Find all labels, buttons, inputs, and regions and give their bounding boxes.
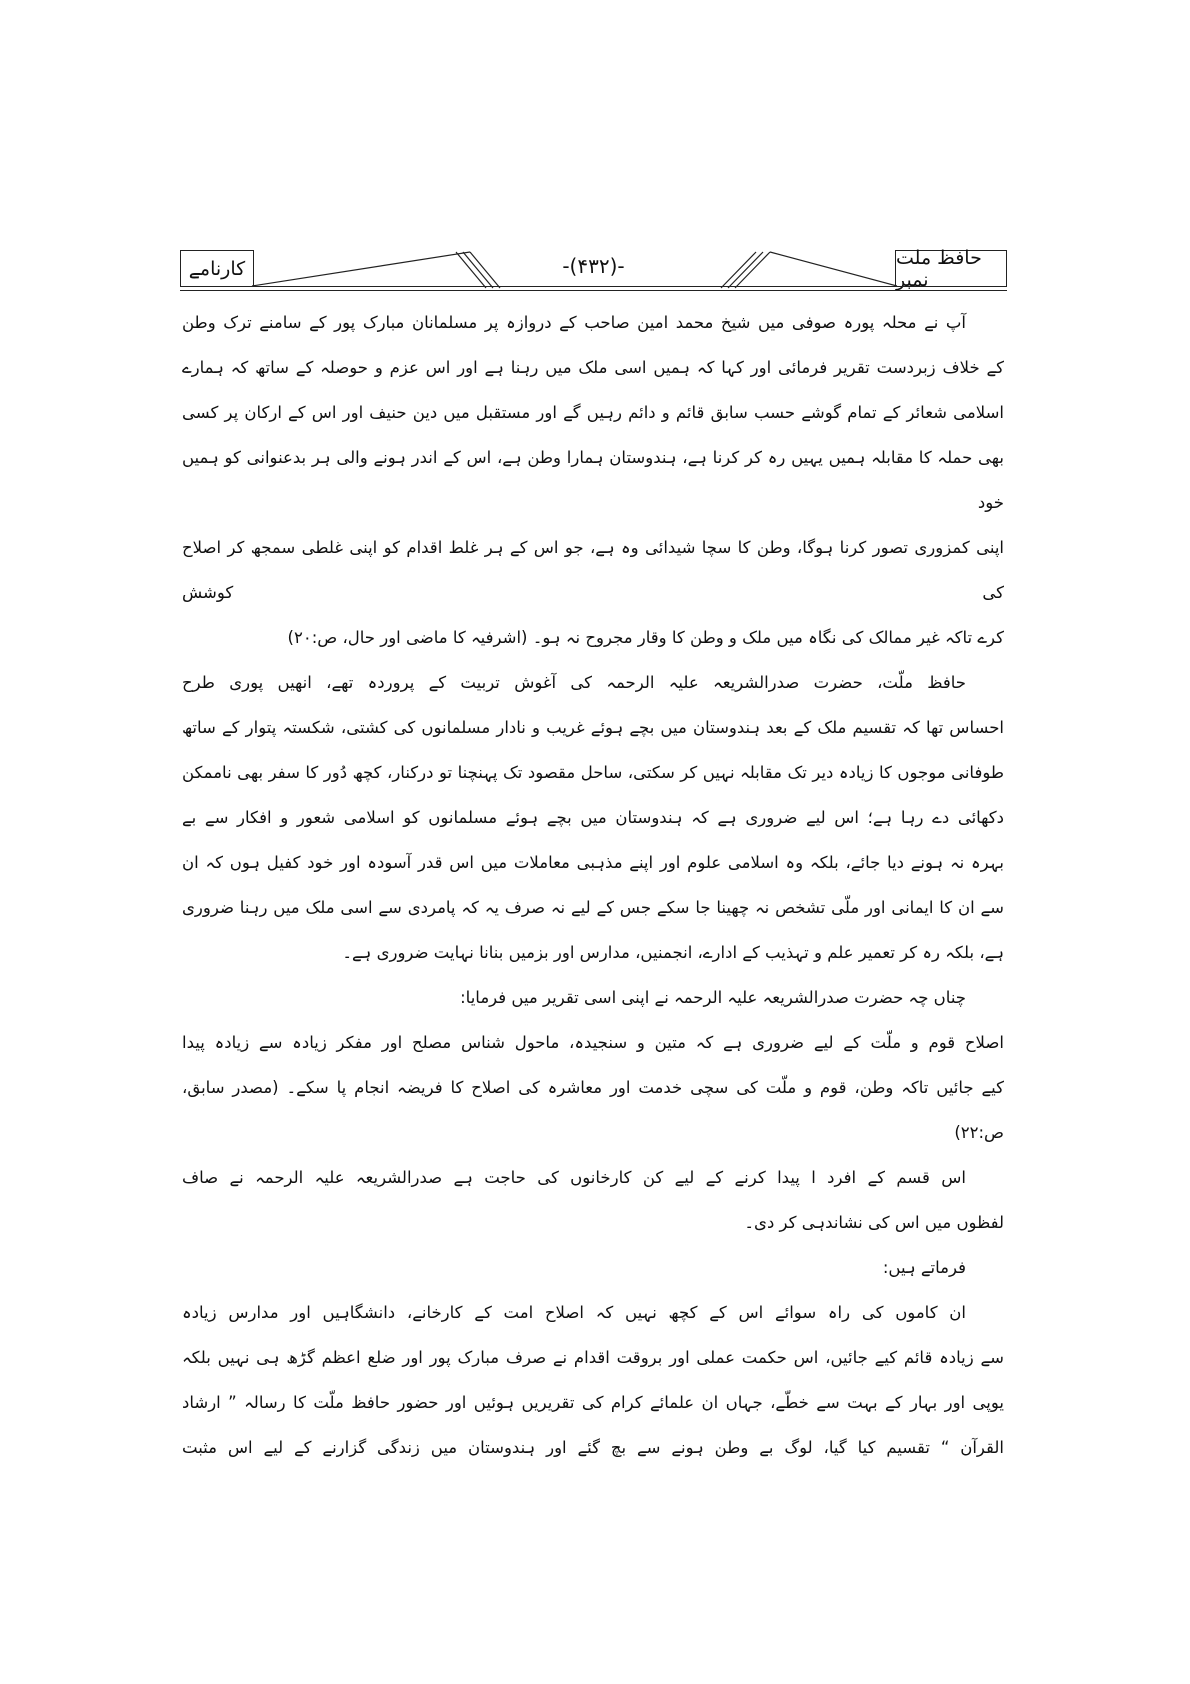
text-line: لفظوں میں اس کی نشاندہی کر دی۔ [744, 1213, 1004, 1232]
text-line: یوپی اور بہار کے بہت سے خطّے، جہاں ان علمائے کرام کی تقریریں ہوئیں اور حضور حافظ ملّت کا رسالہ ” ارشاد [182, 1393, 1004, 1412]
text-line: ان کاموں کی راہ سوائے اس کے کچھ نہیں کہ اصلاح امت کے کارخانے، دانشگاہیں اور مدارس زیادہ [182, 1303, 966, 1322]
header-section-label: کارنامے [180, 250, 254, 287]
text-line: کیے جائیں تاکہ وطن، قوم و ملّت کی سچی خدمت اور معاشرہ کی اصلاح کا فریضہ انجام پا سکے۔ (مصدر سابق، ص:۲۲) [182, 1078, 1004, 1142]
running-header [180, 247, 1007, 292]
text-line: سے ان کا ایمانی اور ملّی تشخص نہ چھینا جا سکے جس کے لیے نہ صرف یہ کہ پامردی سے اسی ملک میں رہنا ضروری [182, 898, 1004, 917]
text-line: ہے، بلکہ رہ کر تعمیر علم و تہذیب کے ادارے، انجمنیں، مدارس اور بزمیں بنانا نہایت ضروری ہے۔ [342, 943, 1004, 962]
text-line: کے خلاف زبردست تقریر فرمائی اور کہا کہ ہمیں اسی ملک میں رہنا ہے اور اس عزم و حوصلہ کے ساتھ کہ ہمارے [182, 358, 1004, 377]
text-line: القرآن “ تقسیم کیا گیا، لوگ بے وطن ہونے سے بچ گئے اور ہندوستان میں زندگی گزارنے کے لیے اس مثبت [182, 1438, 1004, 1457]
text-line: حافظ ملّت، حضرت صدرالشریعہ علیہ الرحمہ کی آغوش تربیت کے پروردہ تھے، انھیں پوری طرح [182, 673, 966, 692]
text-line: سے زیادہ قائم کیے جائیں، اس حکمت عملی اور بروقت اقدام نے صرف مبارک پور اور ضلع اعظم گڑھ ہی نہیں بلکہ [182, 1348, 1004, 1367]
text-line: کرے تاکہ غیر ممالک کی نگاہ میں ملک و وطن کا وقار مجروح نہ ہو۔ (اشرفیہ کا ماضی اور حال، ص:۲۰) [287, 628, 1004, 647]
text-line: اس قسم کے افرد ا پیدا کرنے کے لیے کن کارخانوں کی حاجت ہے صدرالشریعہ علیہ الرحمہ نے صاف [182, 1168, 966, 1187]
text-line: طوفانی موجوں کا زیادہ دیر تک مقابلہ نہیں کر سکتی، ساحل مقصود تک پہنچنا تو درکنار، کچھ دُور کا سفر بھی ناممکن [182, 763, 1004, 782]
text-line: بھی حملہ کا مقابلہ ہمیں یہیں رہ کر کرنا ہے، ہندوستان ہمارا وطن ہے، اس کے اندر ہونے والی ہر بدعنوانی کو ہمیں خود [182, 448, 1004, 512]
text-line: اسلامی شعائر کے تمام گوشے حسب سابق قائم و دائم رہیں گے اور مستقبل میں دین حنیف اور اس کے ارکان پر کسی [182, 403, 1004, 422]
header-issue-title: حافظ ملت نمبر [895, 250, 1007, 287]
text-line: فرماتے ہیں: [882, 1258, 966, 1277]
text-line: آپ نے محلہ پورہ صوفی میں شیخ محمد امین صاحب کے دروازہ پر مسلمانان مبارک پور کے سامنے ترک وطن [182, 313, 966, 332]
article-body [182, 300, 1004, 1470]
page-number: -(۴۳۲)- [562, 254, 625, 278]
text-line: بہرہ نہ ہونے دیا جائے، بلکہ وہ اسلامی علوم اور اپنے مذہبی معاملات میں اس قدر آسودہ اور خود کفیل ہوں کہ ان [182, 853, 1004, 872]
text-line: احساس تھا کہ تقسیم ملک کے بعد ہندوستان میں بچے ہوئے غریب و نادار مسلمانوں کی کشتی، شکستہ پتوار کے ساتھ [182, 718, 1004, 737]
text-line: چناں چہ حضرت صدرالشریعہ علیہ الرحمہ نے اپنی اسی تقریر میں فرمایا: [460, 988, 966, 1007]
text-line: دکھائی دے رہا ہے؛ اس لیے ضروری ہے کہ ہندوستان میں بچے ہوئے مسلمانوں کو اسلامی شعور و افکار سے بے [182, 808, 1004, 827]
header-double-rule [180, 286, 1007, 291]
text-line: اپنی کمزوری تصور کرنا ہوگا، وطن کا سچا شیدائی وہ ہے، جو اس کے ہر غلط اقدام کو اپنی غلطی سمجھ کر اصلاح کی کوشش [182, 538, 1004, 602]
text-line: اصلاح قوم و ملّت کے لیے ضروری ہے کہ متین و سنجیدہ، ماحول شناس مصلح اور مفکر زیادہ سے زیادہ پیدا [182, 1033, 1004, 1052]
